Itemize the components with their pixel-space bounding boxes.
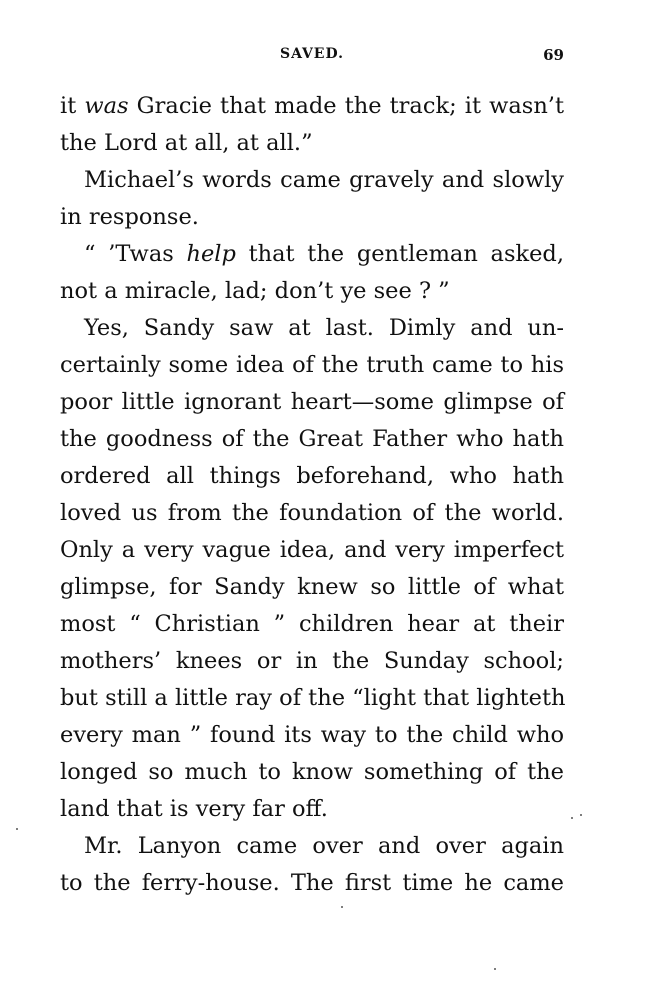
chapter-title: SAVED.: [279, 46, 344, 62]
text-line: the Lord at all, at all.”: [60, 130, 313, 156]
page-number: 69: [543, 46, 564, 64]
text-line: but still a little ray of the “light that lighteth: [60, 685, 566, 711]
print-speck: [494, 968, 496, 970]
text-line: loved us from the foundation of the world.: [60, 500, 564, 526]
text-line: every man ” found its way to the child who: [60, 722, 564, 748]
text-line: Only a very vague idea, and very imperfect: [60, 537, 564, 563]
text-line: “ ’Twas help that the gentleman asked,: [84, 241, 564, 267]
text-line: longed so much to know something of the: [60, 759, 564, 785]
text-line: it was Gracie that made the track; it wasn’t: [60, 93, 565, 119]
text-line: in response.: [60, 204, 199, 230]
text-line: Mr. Lanyon came over and over again: [84, 833, 564, 859]
text-line: poor little ignorant heart—some glimpse of: [60, 389, 564, 415]
text-line: most “ Christian ” children hear at their: [60, 611, 564, 637]
text-line: land that is very far off.: [60, 796, 328, 822]
text-line: not a miracle, lad; don’t ye see ? ”: [60, 278, 450, 304]
print-speck: [580, 814, 582, 816]
text-line: ordered all things beforehand, who hath: [60, 463, 564, 489]
text-line: glimpse, for Sandy knew so little of what: [60, 574, 564, 600]
text-line: certainly some idea of the truth came to his: [60, 352, 564, 378]
print-speck: [341, 906, 343, 908]
text-line: the goodness of the Great Father who hath: [60, 426, 564, 452]
text-line: to the ferry-house. The first time he came: [60, 870, 564, 896]
text-line: Michael’s words came gravely and slowly: [84, 167, 564, 193]
running-head: [60, 46, 564, 68]
text-line: Yes, Sandy saw at last. Dimly and un-: [84, 315, 564, 341]
print-speck: [16, 828, 18, 830]
body-text: [60, 88, 564, 902]
print-speck: [571, 817, 573, 819]
text-line: mothers’ knees or in the Sunday school;: [60, 648, 564, 674]
